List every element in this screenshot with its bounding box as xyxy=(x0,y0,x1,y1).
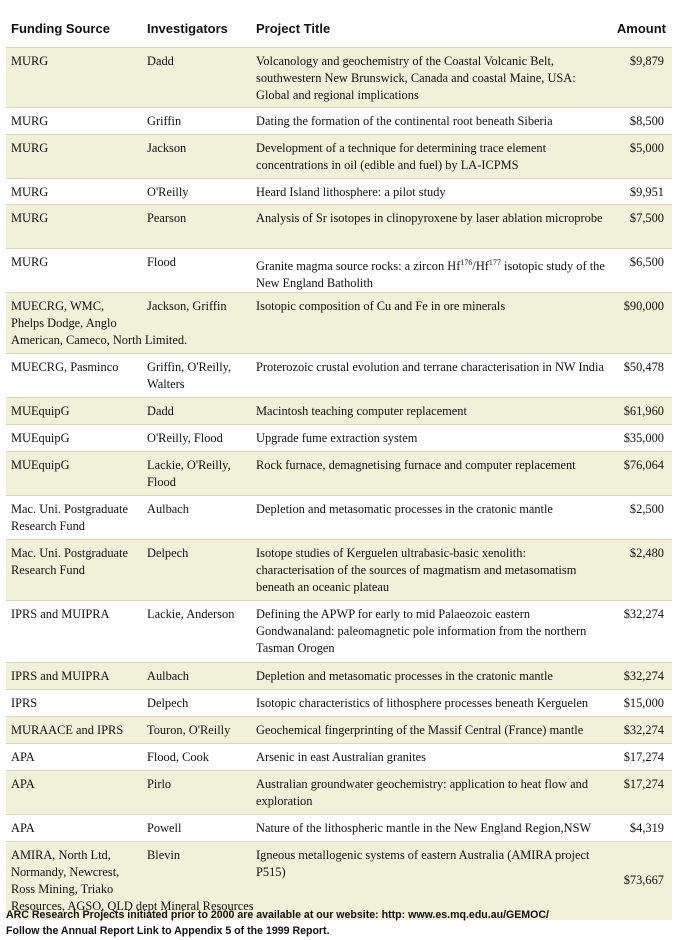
project-title-cell: Granite magma source rocks: a zircon Hf$^{176}$/Hf$^{177}$ isotopic study of the New England Batholith xyxy=(256,258,605,291)
amount-cell: $73,667 xyxy=(623,873,664,887)
investigators-cell: Dadd xyxy=(147,54,174,68)
table-row xyxy=(6,539,672,600)
header-project-title: Project Title xyxy=(256,21,331,36)
table-row xyxy=(6,204,672,248)
table-row xyxy=(6,107,672,134)
investigators-cell: Lackie, O'Reilly, Flood xyxy=(147,458,231,489)
table-row xyxy=(6,47,672,107)
table-row xyxy=(6,814,672,841)
funding-source-cell: IPRS xyxy=(11,696,38,710)
investigators-cell: Touron, O'Reilly xyxy=(147,723,231,737)
funding-source-cell: MUEquipG xyxy=(11,458,70,472)
investigators-cell: Flood xyxy=(147,255,176,269)
project-title-cell: Arsenic in east Australian granites xyxy=(256,750,426,764)
table-row xyxy=(6,397,672,424)
funding-source-cell: MURG xyxy=(11,54,49,68)
table-header xyxy=(6,0,672,48)
funding-source-cell: MUECRG, WMC, Phelps Dodge, Anglo American, Cameco, North Limited. xyxy=(11,299,188,347)
funding-source-cell: AMIRA, North Ltd, Normandy, Newcrest, Ross Mining, Triako Resources, AGSO, QLD dept Mineral Resources xyxy=(11,848,254,913)
investigators-cell: Aulbach xyxy=(147,502,189,516)
amount-cell: $15,000 xyxy=(623,696,664,710)
project-title-cell: Isotopic characteristics of lithosphere processes beneath Kerguelen xyxy=(256,696,589,710)
table-row xyxy=(6,292,672,353)
investigators-cell: Aulbach xyxy=(147,669,189,683)
table-row xyxy=(6,248,672,292)
amount-cell: $6,500 xyxy=(629,255,664,269)
table-row xyxy=(6,689,672,716)
funding-source-cell: MUEquipG xyxy=(11,431,70,445)
funding-source-cell: MURG xyxy=(11,114,49,128)
project-title-cell: Defining the APWP for early to mid Palaeozoic eastern Gondwanaland: paleomagnetic pole information from the northern Tasman Orogen xyxy=(256,607,587,655)
amount-cell: $5,000 xyxy=(629,141,664,155)
investigators-cell: O'Reilly xyxy=(147,185,189,199)
investigators-cell: Dadd xyxy=(147,404,174,418)
funding-source-cell: APA xyxy=(11,777,35,791)
project-title-cell: Isotopic composition of Cu and Fe in ore minerals xyxy=(256,299,506,313)
amount-cell: $7,500 xyxy=(629,211,664,225)
amount-cell: $2,500 xyxy=(629,502,664,516)
project-title-cell: Proterozoic crustal evolution and terrane characterisation in NW India xyxy=(256,360,604,374)
table-row xyxy=(6,424,672,451)
amount-cell: $32,274 xyxy=(623,723,664,737)
funding-source-cell: MURG xyxy=(11,255,49,269)
project-title-cell: Upgrade fume extraction system xyxy=(256,431,418,445)
project-title-cell: Australian groundwater geochemistry: application to heat flow and exploration xyxy=(256,777,589,808)
amount-cell: $8,500 xyxy=(629,114,664,128)
investigators-cell: Lackie, Anderson xyxy=(147,607,235,621)
amount-cell: $17,274 xyxy=(623,777,664,791)
table-body xyxy=(6,47,672,920)
table-row xyxy=(6,600,672,662)
project-title-cell: Analysis of Sr isotopes in clinopyroxene by laser ablation microprobe xyxy=(256,211,603,225)
funding-source-cell: MURG xyxy=(11,141,49,155)
project-title-cell: Nature of the lithospheric mantle in the New England Region,NSW xyxy=(256,821,592,835)
funding-source-cell: IPRS and MUIPRA xyxy=(11,669,110,683)
table-row xyxy=(6,178,672,204)
funding-source-cell: MURG xyxy=(11,211,49,225)
table-row xyxy=(6,770,672,814)
project-title-cell: Heard Island lithosphere: a pilot study xyxy=(256,185,446,199)
funding-source-cell: MURG xyxy=(11,185,49,199)
amount-cell: $61,960 xyxy=(623,404,664,418)
footer-note xyxy=(6,907,549,939)
amount-cell: $9,879 xyxy=(629,54,664,68)
investigators-cell: Jackson, Griffin xyxy=(147,299,227,313)
project-title-cell: Isotope studies of Kerguelen ultrabasic-basic xenolith: characterisation of the sources of magmatism and metasomatism beneath an oceanic plateau xyxy=(256,546,577,594)
amount-cell: $2,480 xyxy=(629,546,664,560)
amount-cell: $35,000 xyxy=(623,431,664,445)
project-title-cell: Depletion and metasomatic processes in the cratonic mantle xyxy=(256,502,553,516)
investigators-cell: Delpech xyxy=(147,696,189,710)
funding-source-cell: IPRS and MUIPRA xyxy=(11,607,110,621)
footer-line-2: Follow the Annual Report Link to Appendix 5 of the 1999 Report. xyxy=(6,925,330,937)
funding-source-cell: MURAACE and IPRS xyxy=(11,723,124,737)
funding-source-cell: Mac. Uni. Postgraduate Research Fund xyxy=(11,502,128,533)
table-row xyxy=(6,716,672,743)
funding-source-cell: MUECRG, Pasminco xyxy=(11,360,119,374)
funding-source-cell: MUEquipG xyxy=(11,404,70,418)
investigators-cell: Pirlo xyxy=(147,777,172,791)
investigators-cell: Delpech xyxy=(147,546,189,560)
investigators-cell: Griffin xyxy=(147,114,182,128)
amount-cell: $76,064 xyxy=(623,458,664,472)
amount-cell: $4,319 xyxy=(629,821,664,835)
project-title-cell: Rock furnace, demagnetising furnace and computer replacement xyxy=(256,458,576,472)
amount-cell: $32,274 xyxy=(623,607,664,621)
table-row xyxy=(6,743,672,770)
project-title-cell: Macintosh teaching computer replacement xyxy=(256,404,467,418)
table-row xyxy=(6,134,672,178)
footer-line-1: ARC Research Projects initiated prior to 2000 are available at our website: http: www.es.mq.edu.au/GEMOC/ xyxy=(6,909,549,921)
amount-cell: $50,478 xyxy=(623,360,664,374)
table-row xyxy=(6,495,672,539)
investigators-cell: Jackson xyxy=(147,141,187,155)
table-row xyxy=(6,662,672,689)
table-row xyxy=(6,353,672,397)
investigators-cell: Blevin xyxy=(147,848,181,862)
investigators-cell: Powell xyxy=(147,821,182,835)
project-title-cell: Igneous metallogenic systems of eastern Australia (AMIRA project P515) xyxy=(256,848,590,879)
project-title-cell: Geochemical fingerprinting of the Massif Central (France) mantle xyxy=(256,723,584,737)
project-title-cell: Volcanology and geochemistry of the Coastal Volcanic Belt, southwestern New Brunswick, Canada and coastal Maine, USA: Global and regional implications xyxy=(256,54,576,102)
investigators-cell: Pearson xyxy=(147,211,187,225)
amount-cell: $90,000 xyxy=(623,299,664,313)
funding-source-cell: APA xyxy=(11,750,35,764)
project-title-cell: Dating the formation of the continental root beneath Siberia xyxy=(256,114,553,128)
project-title-cell: Depletion and metasomatic processes in the cratonic mantle xyxy=(256,669,553,683)
project-title-cell: Development of a technique for determining trace element concentrations in oil (edible and fuel) by LA-ICPMS xyxy=(256,141,547,172)
header-funding-source: Funding Source xyxy=(11,21,110,36)
table-row xyxy=(6,451,672,495)
header-investigators: Investigators xyxy=(147,21,228,36)
amount-cell: $9,951 xyxy=(629,185,664,199)
funding-source-cell: Mac. Uni. Postgraduate Research Fund xyxy=(11,546,128,577)
investigators-cell: O'Reilly, Flood xyxy=(147,431,223,445)
amount-cell: $32,274 xyxy=(623,669,664,683)
amount-cell: $17,274 xyxy=(623,750,664,764)
header-amount: Amount xyxy=(616,21,666,36)
investigators-cell: Flood, Cook xyxy=(147,750,209,764)
investigators-cell: Griffin, O'Reilly, Walters xyxy=(147,360,232,391)
funding-source-cell: APA xyxy=(11,821,35,835)
